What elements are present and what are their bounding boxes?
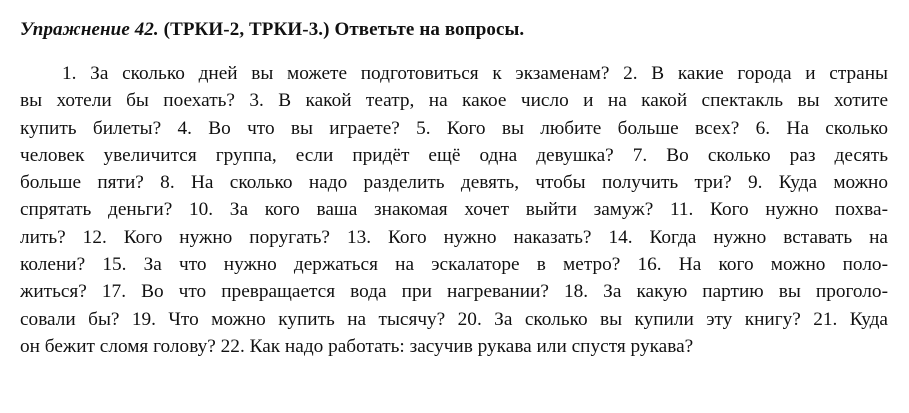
text-line: лить? 12. Кого нужно поругать? 13. Кого нужно наказать? 14. Когда нужно вставать на: [20, 226, 888, 248]
text-line: житься? 17. Во что превращается вода при нагревании? 18. За какую партию вы проголо-: [20, 281, 888, 303]
text-line: купить билеты? 4. Во что вы играете? 5. Кого вы любите больше всех? 6. На сколько: [20, 117, 888, 139]
text-line: человек увеличится группа, если придёт ещё одна девушка? 7. Во сколько раз десять: [20, 144, 888, 166]
text-line: совали бы? 19. Что можно купить на тысячу? 20. За сколько вы купили эту книгу? 21. Куда: [20, 308, 888, 330]
exercise-instruction: Ответьте на вопросы.: [334, 19, 525, 40]
text-line: спрятать деньги? 10. За кого ваша знакомая хочет выйти замуж? 11. Кого нужно похва-: [20, 199, 888, 221]
text-line: 1. За сколько дней вы можете подготовиться к экзаменам? 2. В какие города и страны: [62, 63, 888, 84]
exercise-heading: [20, 19, 524, 41]
text-line: он бежит сломя голову? 22. Как надо работать: засучив рукава или спустя рукава?: [20, 335, 694, 357]
text-line: вы хотели бы поехать? 3. В какой театр, на какое число и на какой спектакль вы хотите: [20, 90, 888, 112]
exercise-questions: [20, 60, 888, 360]
text-line: колени? 15. За что нужно держаться на эскалаторе в метро? 16. На кого можно поло-: [20, 254, 888, 276]
exercise-levels: (ТРКИ-2, ТРКИ-3.): [163, 19, 330, 40]
text-line: больше пяти? 8. На сколько надо разделить девять, чтобы получить три? 9. Куда можно: [20, 172, 888, 194]
exercise-label: Упражнение 42.: [20, 19, 159, 40]
